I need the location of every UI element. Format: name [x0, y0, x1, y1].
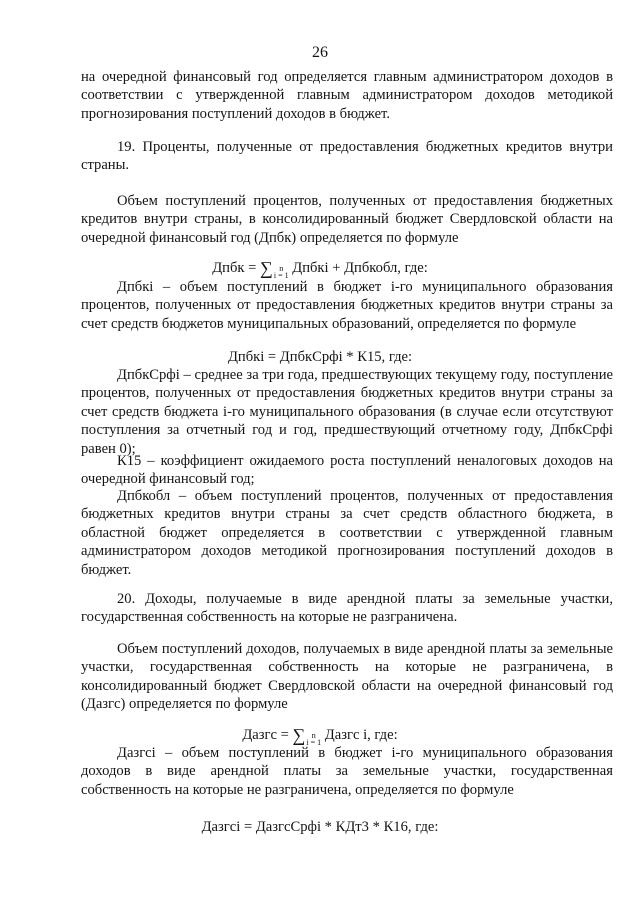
paragraph-dpbk-intro: Объем поступлений процентов, полученных от предоставления бюджетных кредитов внутри страны, в консолидированный бюджет Свердловской области на очередной финансовый год (Дпбк) определяется по формуле — [81, 193, 613, 246]
sum-lower: i = 1 — [306, 738, 322, 747]
definition-dpbksrfi: ДпбкСрфi – среднее за три года, предшествующих текущему году, поступление процентов, полученных от предоставления бюджетных кредитов внутри страны за счет средств бюджета i-го муниципального образования (в случае если отсутствуют поступления за отчетный год и год, предшествующий отчетному году, ДпбкСрфi равен 0); — [81, 367, 613, 457]
page-number: 26 — [312, 44, 328, 61]
paragraph-dazgs-intro: Объем поступлений доходов, получаемых в виде арендной платы за земельные участки, государственная собственность на которые не разграничена, в консолидированный бюджет Свердловской области на очередной финансовый год (Дазгс) определяется по формуле — [81, 641, 613, 713]
sum-upper: n — [311, 731, 316, 740]
definition-dazgsi: Дазгсi – объем поступлений в бюджет i-го муниципального образования доходов в виде арендной платы за земельные участки, государственная собственность на которые не разграничена, определяется по формуле — [81, 745, 613, 798]
definition-dpbkobl: Дпбкобл – объем поступлений процентов, полученных от предоставления бюджетных кредитов внутри страны за счет средств областного бюджета, в областной бюджет определяется в соответствии с утвержденной главным администратором доходов методикой прогнозирования поступлений доходов в бюджет. — [81, 488, 613, 578]
formula-dazgs — [0, 726, 640, 746]
section-heading-19: 19. Проценты, полученные от предоставления бюджетных кредитов внутри страны. — [81, 139, 613, 174]
sum-lower: i = 1 — [273, 271, 289, 280]
definition-dpbki: Дпбкi – объем поступлений в бюджет i-го муниципального образования процентов, полученных от предоставления бюджетных кредитов внутри страны за счет средств бюджетов муниципальных образований, определяется по формуле — [81, 279, 613, 332]
sigma-icon: ∑ — [292, 725, 306, 745]
sum-upper: n — [279, 264, 284, 273]
formula-dpbk-rhs: Дпбкi + Дпбкобл, где: — [288, 260, 428, 276]
formula-dazgsi: Дазгсi = ДазгсСрфi * КДт3 * К16, где: — [201, 819, 439, 835]
formula-dpbk-lhs: Дпбк = — [212, 260, 261, 276]
formula-dazgs-rhs: Дазгс i, где: — [321, 727, 398, 743]
definition-k15: К15 – коэффициент ожидаемого роста поступлений неналоговых доходов на очередной финансовый год; — [81, 453, 613, 488]
formula-dazgs-lhs: Дазгс = — [242, 727, 293, 743]
sum-limits — [274, 265, 289, 279]
sigma-icon: ∑ — [260, 258, 273, 278]
formula-dpbki: Дпбкi = ДпбкСрфi * К15, где: — [227, 349, 413, 365]
section-heading-20: 20. Доходы, получаемые в виде арендной платы за земельные участки, государственная собственность на которые не разграничена. — [81, 591, 613, 626]
sum-symbol — [260, 258, 289, 280]
formula-dpbk — [0, 259, 640, 279]
paragraph-revenue-admin: на очередной финансовый год определяется главным администратором доходов в соответствии с утвержденной главным администратором доходов методикой прогнозирования поступлений доходов в бюджет. — [81, 69, 613, 122]
